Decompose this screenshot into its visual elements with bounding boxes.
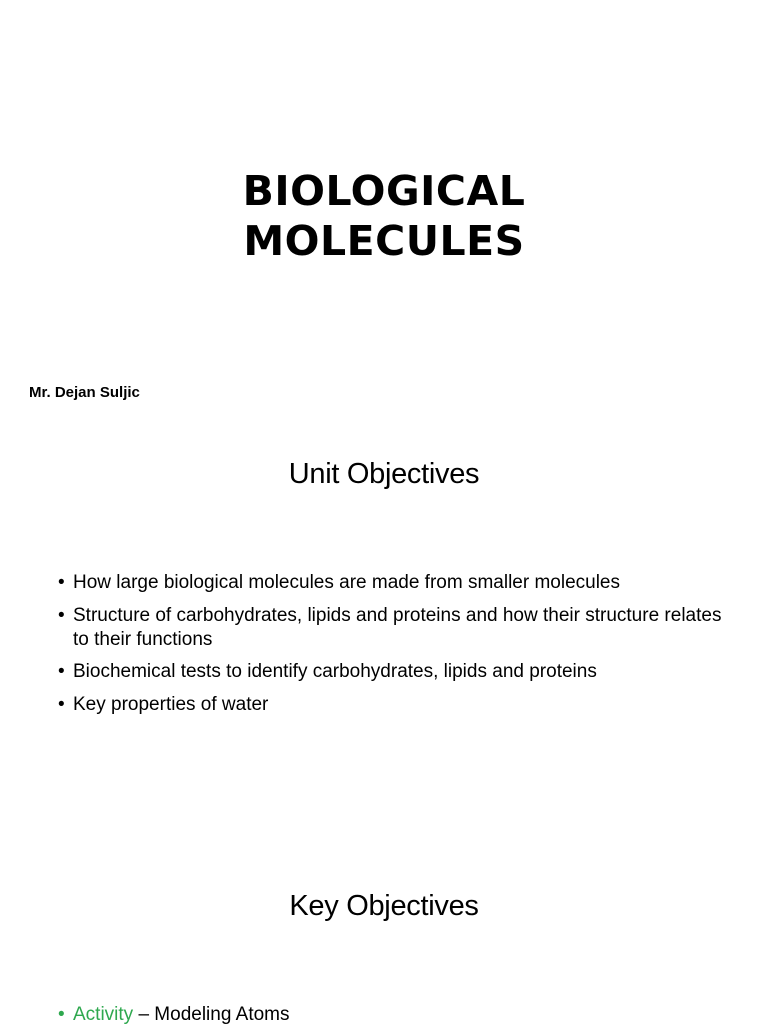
bullet-icon: • <box>58 604 65 626</box>
list-item <box>58 571 738 595</box>
bullet-icon: • <box>58 1004 65 1025</box>
list-item-text: How large biological molecules are made from smaller molecules <box>73 572 621 593</box>
list-item-text: Biochemical tests to identify carbohydrates, lipids and proteins <box>73 661 597 682</box>
deck-title-line2: MOLECULES <box>243 217 525 265</box>
title-slide <box>0 0 768 430</box>
key-objectives-slide <box>0 830 768 1024</box>
deck-title <box>0 166 768 266</box>
unit-objectives-list <box>58 571 738 725</box>
list-item <box>58 1003 738 1027</box>
list-item-text: Key properties of water <box>73 693 269 715</box>
activity-label: Activity <box>73 1004 134 1025</box>
key-objectives-heading: Key Objectives <box>289 890 479 922</box>
list-item <box>58 693 738 717</box>
deck-title-line1: BIOLOGICAL <box>242 167 526 215</box>
list-item <box>58 604 738 652</box>
key-objectives-list <box>58 1003 738 1036</box>
list-item <box>58 660 738 684</box>
activity-text: – Modeling Atoms <box>133 1004 290 1025</box>
unit-objectives-slide <box>0 430 768 830</box>
list-item-text: Structure of carbohydrates, lipids and proteins and how their structure relates to their functions <box>73 604 722 650</box>
bullet-icon: • <box>58 693 65 715</box>
unit-objectives-heading: Unit Objectives <box>288 458 480 490</box>
bullet-icon: • <box>58 572 65 593</box>
author-name: Mr. Dejan Suljic <box>29 384 140 401</box>
bullet-icon: • <box>58 661 65 682</box>
